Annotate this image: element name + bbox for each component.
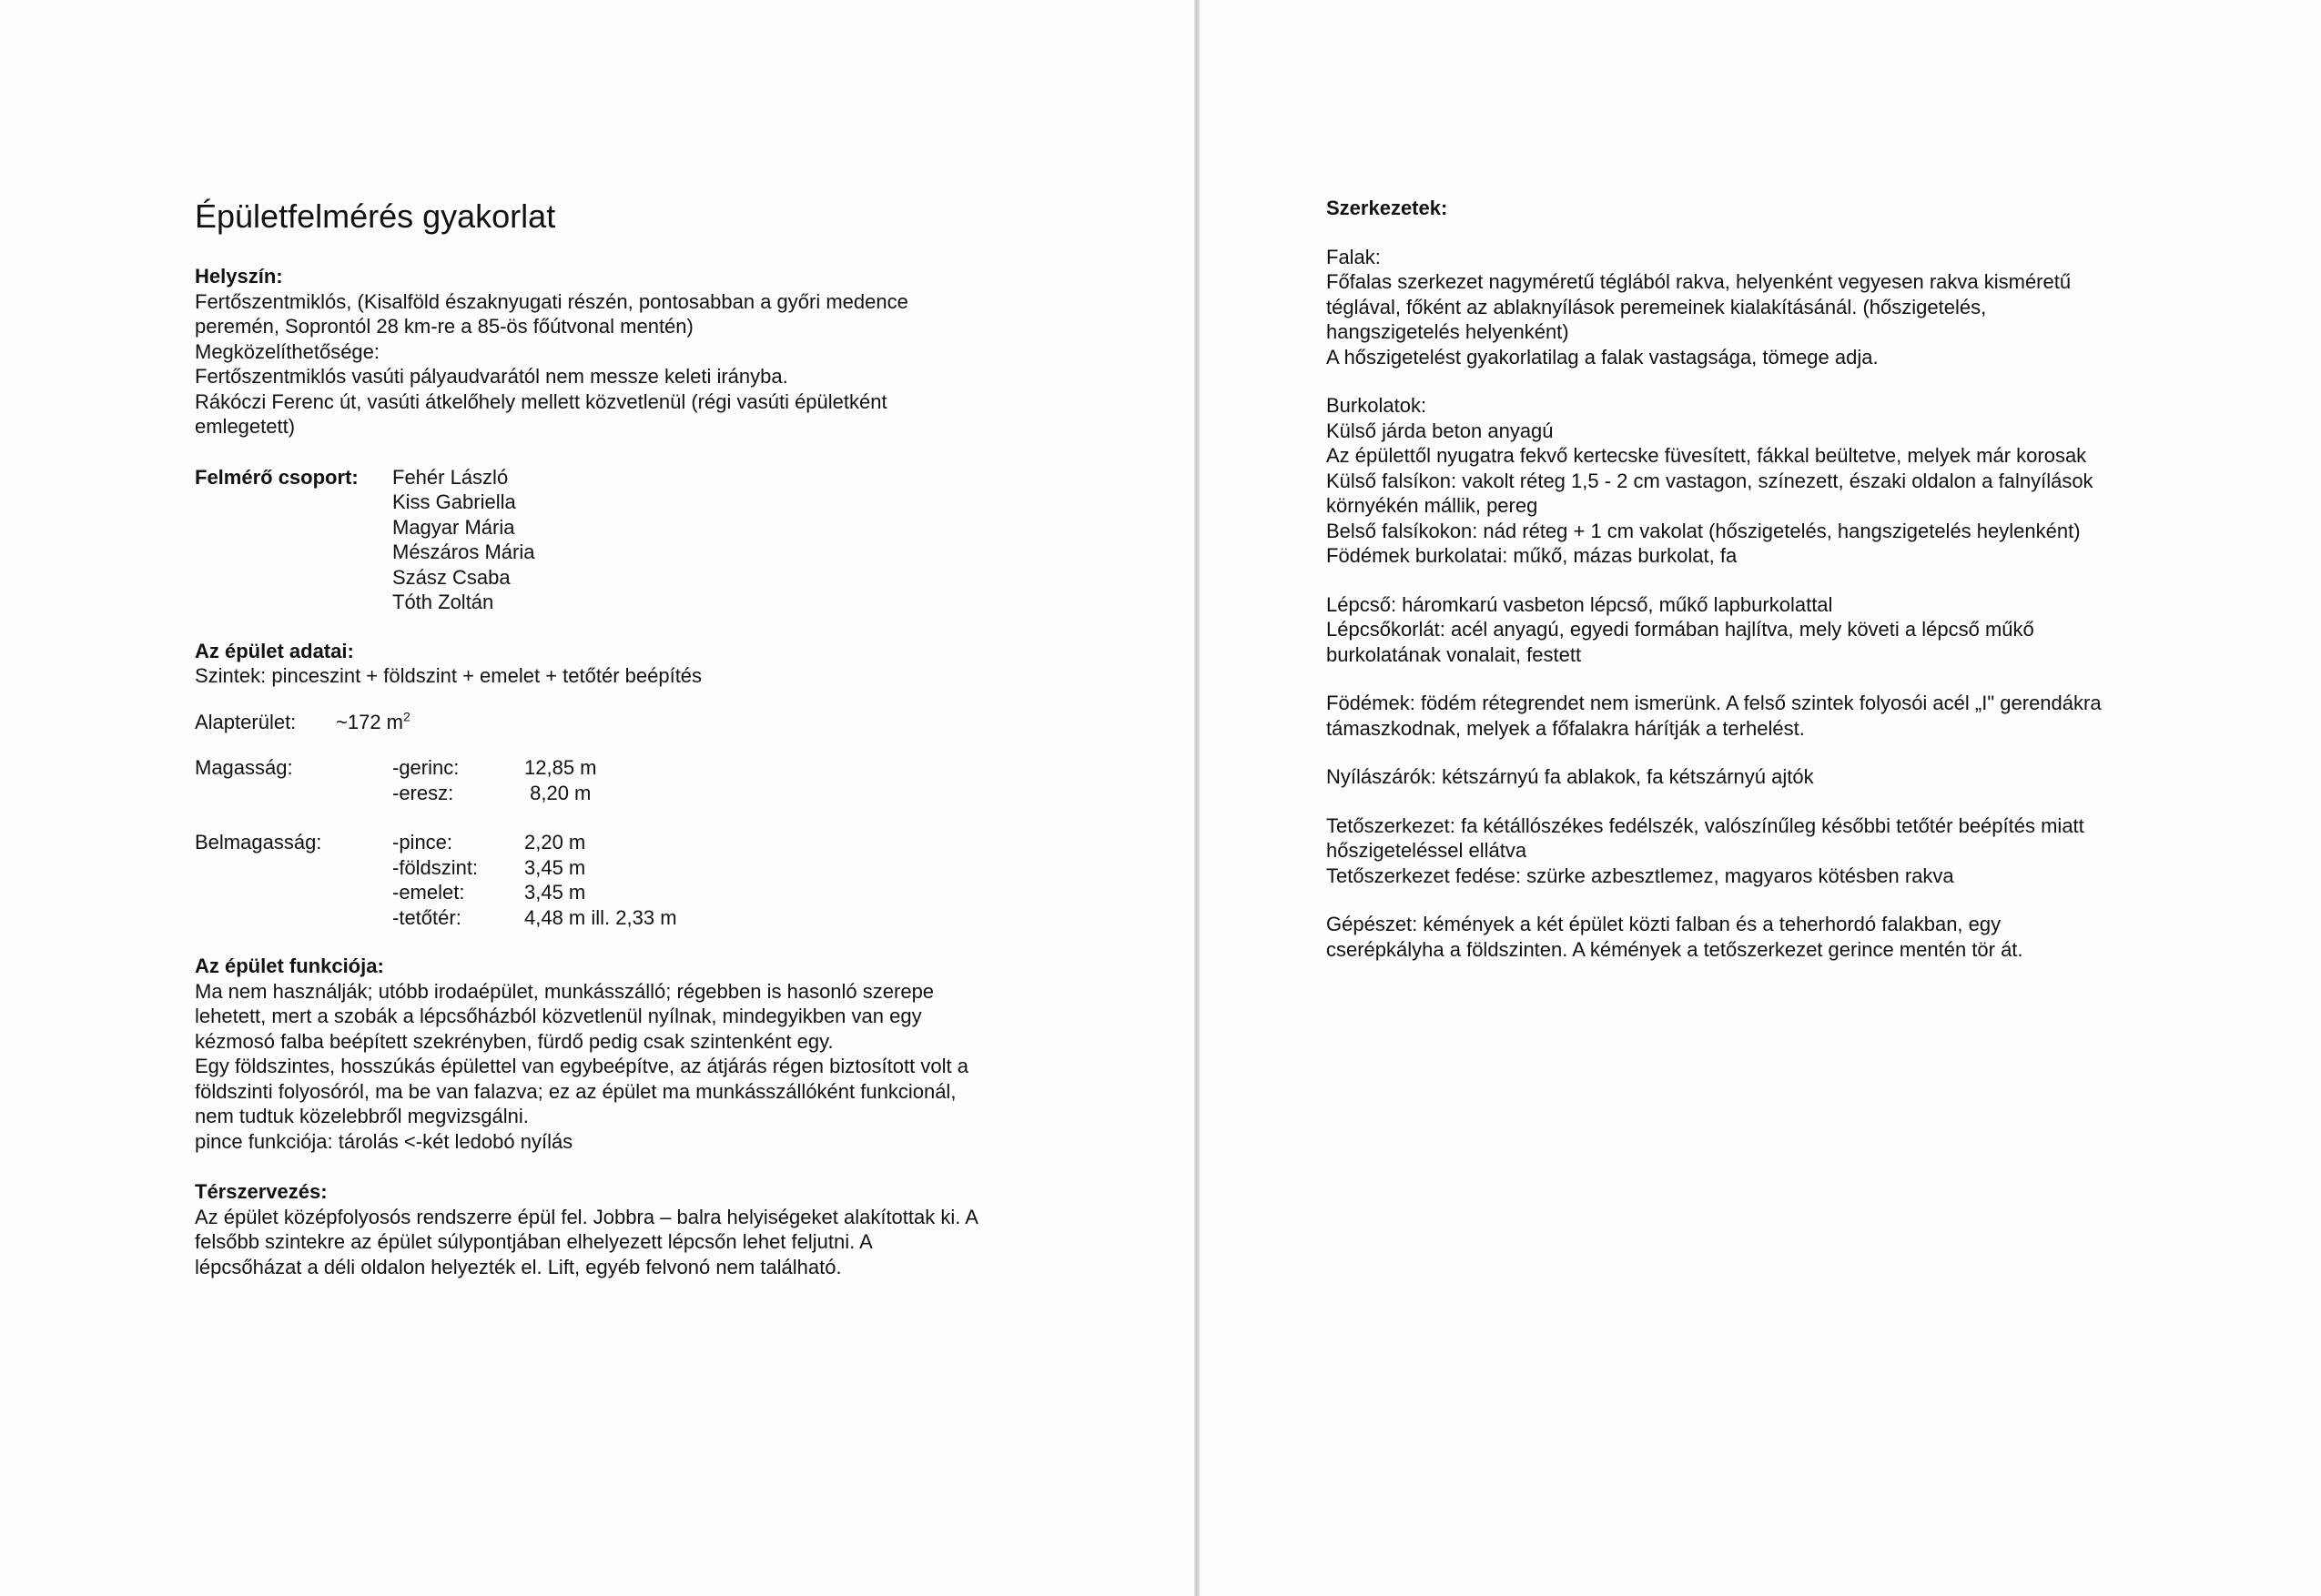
structures-heading: Szerkezetek: (1326, 197, 1448, 219)
inner-height-row-value: 3,45 m (524, 855, 586, 879)
space-organization-line: felsőbb szintekre az épület súlypontjában elhelyezett lépcsőn lehet feljutni. A (195, 1230, 873, 1253)
inner-height-row-value: 2,20 m (524, 831, 586, 854)
walls-section (1326, 245, 2236, 370)
height-row-value: 8,20 m (524, 781, 592, 804)
height-block (195, 755, 1096, 805)
walls-line: téglával, főként az ablaknyílások peremeinek kialakításánál. (hőszigetelés, (1326, 295, 1987, 318)
function-line: kézmosó falba beépített szekrényben, fürdő pedig csak szintenként egy. (195, 1029, 834, 1053)
inner-height-label: Belmagasság: (195, 831, 322, 854)
team-member: Tóth Zoltán (392, 591, 494, 613)
floor-area-label: Alapterület: (195, 710, 297, 733)
roof-line: Tetőszerkezet fedése: szürke azbesztlemez, magyaros kötésben rakva (1326, 864, 1954, 887)
coverings-label: Burkolatok: (1326, 394, 1427, 417)
coverings-section (1326, 393, 2236, 569)
inner-height-row (392, 905, 797, 931)
floors-line: Födémek: födém rétegrendet nem ismerünk. A felső szintek folyosói acél „I" gerendákra (1326, 692, 2102, 714)
mechanical-line: Gépészet: kémények a két épület közti falban és a teherhordó falakban, egy (1326, 913, 2002, 935)
openings-section (1326, 764, 2236, 790)
height-label: Magasság: (195, 756, 293, 779)
space-organization-line: Az épület középfolyosós rendszerre épül fel. Jobbra – balra helyiségeket alakítottak ki. A (195, 1205, 978, 1228)
building-levels: Szintek: pinceszint + földszint + emelet + tetőtér beépítés (195, 664, 703, 687)
coverings-line: Külső járda beton anyagú (1326, 419, 1554, 442)
height-row-label: -eresz: (392, 781, 454, 804)
survey-team-members (392, 465, 534, 615)
inner-height-row (392, 880, 797, 905)
inner-height-row-value: 4,48 m ill. 2,33 m (524, 905, 677, 929)
function-line: nem tudtuk közelebbről megvizsgálni. (195, 1105, 529, 1127)
team-member: Fehér László (392, 465, 509, 489)
stairs-line: Lépcső: háromkarú vasbeton lépcső, műkő lapburkolattal (1326, 592, 1833, 616)
inner-height-row-label: -pince: (392, 831, 453, 854)
function-line: pince funkciója: tárolás <-két ledobó nyílás (195, 1129, 573, 1153)
location-heading: Helyszín: (195, 265, 283, 288)
coverings-line: Az épülettől nyugatra fekvő kertecske füvesített, fákkal beültetve, melyek már korosak (1326, 444, 2087, 467)
location-section (195, 264, 1096, 439)
stairs-line: burkolatának vonalait, festett (1326, 642, 1582, 666)
function-line: földszinti folyosóról, ma be van falazva; ez az épület ma munkásszállóként funkcionál, (195, 1079, 957, 1103)
stairs-section (1326, 592, 2236, 668)
floor-area-row (195, 710, 1096, 735)
mechanical-section (1326, 912, 2236, 962)
inner-height-row-label: -tetőtér: (392, 905, 461, 929)
location-line: Fertőszentmiklós, (Kisalföld északnyugati részén, pontosabban a győri medence (195, 289, 908, 313)
survey-team-section (195, 465, 1096, 615)
inner-height-block (195, 830, 1096, 930)
height-list (392, 755, 797, 805)
inner-height-row-label: -emelet: (392, 881, 465, 904)
right-page (1200, 0, 2321, 1596)
building-data-section (195, 639, 1096, 931)
openings-line: Nyílászárók: kétszárnyú fa ablakok, fa kétszárnyú ajtók (1326, 765, 1814, 788)
location-line: Fertőszentmiklós vasúti pályaudvarától nem messze keleti irányba. (195, 365, 788, 388)
team-member: Szász Csaba (392, 565, 511, 589)
team-member: Kiss Gabriella (392, 490, 516, 513)
location-line: Megközelíthetősége: (195, 339, 380, 363)
mechanical-line: cserépkályha a földszinten. A kémények a tetőszerkezet gerince mentén tör át. (1326, 937, 2023, 961)
building-data-heading: Az épület adatai: (195, 639, 354, 662)
inner-height-row-label: -földszint: (392, 855, 479, 879)
inner-height-row (392, 855, 797, 881)
team-member: Mészáros Mária (392, 540, 535, 563)
location-line: Rákóczi Ferenc út, vasúti átkelőhely mellett közvetlenül (régi vasúti épületként (195, 389, 887, 413)
roof-line: Tetőszerkezet: fa kétállószékes fedélszék, valószínűleg későbbi tetőtér beépítés miatt (1326, 813, 2084, 837)
floor-area-value: ~172 $m^2$ (336, 709, 410, 733)
function-line: lehetett, mert a szobák a lépcsőházból közvetlenül nyílnak, mindegyikben van egy (195, 1005, 922, 1027)
function-heading: Az épület funkciója: (195, 955, 384, 977)
inner-height-row-value: 3,45 m (524, 881, 586, 904)
right-page-content (1326, 196, 2236, 962)
coverings-line: Födémek burkolatai: műkő, mázas burkolat, fa (1326, 544, 1738, 567)
stairs-line: Lépcsőkorlát: acél anyagú, egyedi formában hajlítva, mely követi a lépcső műkő (1326, 618, 2034, 641)
walls-line: hangszigetelés helyenként) (1326, 320, 1569, 343)
inner-height-list (392, 830, 797, 930)
left-page-content (195, 197, 1096, 1279)
square-superscript: 2 (403, 709, 410, 724)
coverings-line: környékén mállik, pereg (1326, 494, 1538, 517)
coverings-line: Külső falsíkon: vakolt réteg 1,5 - 2 cm vastagon, színezett, északi oldalon a falnyílások (1326, 469, 2093, 492)
walls-line: Főfalas szerkezet nagyméretű téglából rakva, helyenként vegyesen rakva kisméretű (1326, 270, 2072, 293)
walls-line: A hőszigetelést gyakorlatilag a falak vastagsága, tömege adja. (1326, 345, 1879, 369)
height-row-label: -gerinc: (392, 756, 460, 779)
height-row-value: 12,85 m (524, 756, 597, 779)
survey-team-label: Felmérő csoport: (195, 465, 359, 489)
space-organization-heading: Térszervezés: (195, 1180, 328, 1203)
function-line: Ma nem használják; utóbb irodaépület, munkásszálló; régebben is hasonló szerepe (195, 979, 935, 1003)
roof-line: hőszigeteléssel ellátva (1326, 839, 1527, 862)
team-member: Magyar Mária (392, 515, 515, 539)
location-line: peremén, Soprontól 28 km-re a 85-ös főútvonal mentén) (195, 315, 694, 338)
walls-label: Falak: (1326, 245, 1381, 268)
height-row (392, 781, 797, 806)
coverings-line: Belső falsíkokon: nád réteg + 1 cm vakolat (hőszigetelés, hangszigetelés heylenként) (1326, 519, 2081, 542)
document-title: Épületfelmérés gyakorlat (195, 197, 556, 235)
function-section (195, 954, 1096, 1154)
inner-height-row (392, 830, 797, 855)
roof-section (1326, 813, 2236, 889)
space-organization-section (195, 1179, 1096, 1279)
floors-section (1326, 691, 2236, 741)
floors-line: támaszkodnak, melyek a főfalakra hárítják a terhelést. (1326, 716, 1805, 740)
function-line: Egy földszintes, hosszúkás épülettel van egybeépítve, az átjárás régen biztosított volt a (195, 1055, 968, 1077)
space-organization-line: lépcsőházat a déli oldalon helyezték el. Lift, egyéb felvonó nem található. (195, 1255, 842, 1278)
location-line: emlegetett) (195, 415, 296, 438)
height-row (392, 755, 797, 781)
